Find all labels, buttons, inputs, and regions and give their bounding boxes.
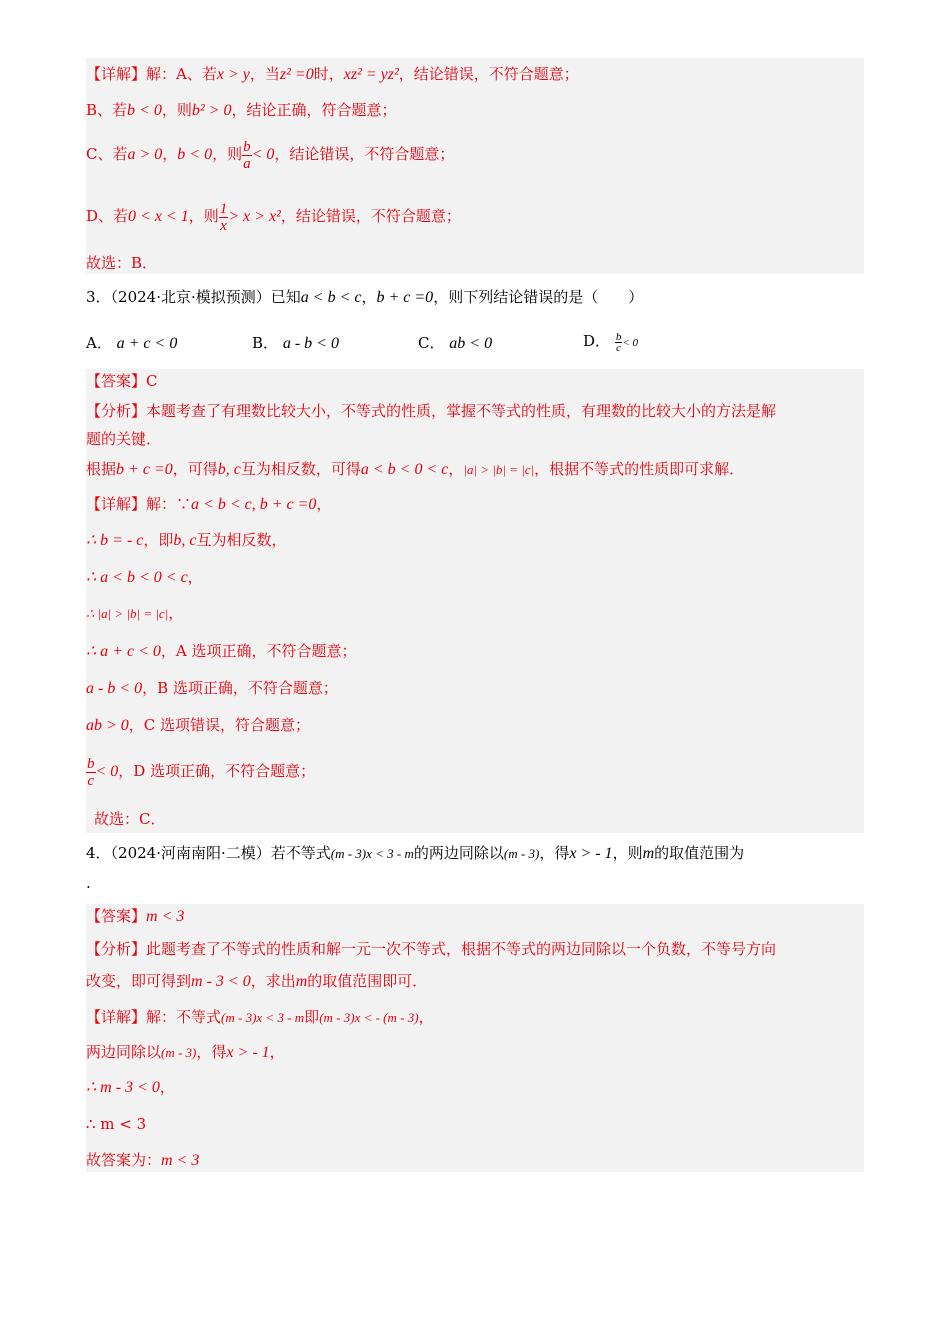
math: ∴ b = - c [86,532,144,549]
text: ，A 选项正确，不符合题意； [160,642,357,660]
option-label: D． [583,332,611,350]
math: ab < 0 [449,335,493,352]
fraction [86,756,96,789]
math: b + c =0 [376,289,434,306]
q3-analysis-line-2: 题的关键． [86,430,162,448]
text: ，结论错误，不符合题意； [280,207,461,225]
text: ，则 [612,844,643,862]
math: m [295,973,308,990]
q3-detail-line-1 [86,493,331,516]
text: 互为相反数，可得 [240,460,361,478]
math: b² > 0 [191,102,232,119]
text: ， [269,1043,285,1061]
q3-option-d [583,326,638,358]
q4-detail-line-3 [86,1076,175,1099]
fraction [219,201,229,234]
q4-detail-line-2 [86,1041,285,1064]
q3-detail-line-8 [86,751,315,792]
math: a < b < c [300,289,362,306]
text: 解：不等式 [146,1008,222,1026]
math: (m - 3) [161,1045,197,1060]
math: < 0 [622,337,638,349]
math: x > - 1 [569,845,613,862]
text: ，可得 [172,460,218,478]
math: < 0 [95,763,119,780]
text: 解：∵ [146,495,192,513]
text: B、若 [86,101,128,119]
q3-answer [86,370,158,392]
text: 解：A、若 [146,65,217,83]
q4-solution-block [86,904,864,1172]
text: ， [316,495,332,513]
q2-detail-block [86,58,864,274]
option-label: B． [252,334,279,352]
q2-detail-line-4 [86,196,461,237]
math: (m - 3)x < - (m - 3) [319,1010,419,1025]
text: 改变，即可得到 [86,972,192,990]
text: ，结论错误，不符合题意； [274,145,455,163]
math: m < 3 [161,1152,200,1169]
denominator: a [243,155,251,172]
analysis-tag: 【分析】 [86,940,147,958]
math: a < b < c, b + c =0 [191,496,317,513]
text: ， [159,1078,175,1096]
math: b, c [173,532,197,549]
q3-option-c [418,332,492,355]
text: D、若 [86,207,129,225]
fraction [242,139,252,172]
q4-final-answer [86,1149,199,1172]
math: a - b < 0 [86,680,143,697]
numerator: b [243,138,251,155]
denominator: x [220,217,227,234]
text: ，则 [161,101,192,119]
math: b + c =0 [116,461,173,478]
text: 4．（2024·河南南阳·二模）若不等式 [86,844,331,862]
math: < 0 [251,146,275,163]
text: ，根据不等式的性质即可求解． [534,460,745,478]
q3-analysis-line-3 [86,458,744,481]
math: ∴ m - 3 < 0 [86,1079,160,1096]
q3-option-a [86,332,177,355]
text: C、若 [86,145,128,163]
math: m - 3 < 0 [191,973,251,990]
text: ，求出 [250,972,296,990]
math: (m - 3)x < 3 - m [221,1010,305,1025]
math: b < 0 [127,102,162,119]
text: 即 [304,1008,320,1026]
answer-tag: 【答案】 [86,907,147,925]
q2-detail-line-2 [86,99,396,122]
numerator: b [87,755,95,772]
q3-detail-line-6 [86,677,338,700]
detail-tag: 【详解】 [86,65,147,83]
text: ， [361,288,377,306]
option-label: A． [86,334,112,352]
text: 时， [313,65,344,83]
q2-detail-line-3 [86,134,454,175]
math: ∴ a + c < 0 [86,643,161,660]
text: ，结论错误，不符合题意； [398,65,579,83]
text: 的两边同除以 [413,844,504,862]
text: 根据 [86,460,117,478]
math: m [642,845,655,862]
q2-choose: 故选：B． [86,254,158,272]
math: a + c < 0 [116,335,178,352]
math: x > y [216,66,250,83]
text: ，B 选项正确，不符合题意； [142,679,338,697]
math: xz² = yz² [343,66,399,83]
math: 0 < x < 1 [128,208,189,225]
math: b, c [217,461,241,478]
text: 故答案为： [86,1151,162,1169]
answer-tag: 【答案】 [86,372,147,390]
answer-value: C [146,372,158,390]
q3-option-b [252,332,339,355]
denominator: c [87,772,95,789]
text: 的取值范围即可． [307,972,428,990]
math: a - b < 0 [282,335,339,352]
math: (m - 3)x < 3 - m [330,846,414,861]
q3-analysis-line-1 [86,400,776,422]
numerator: 1 [219,200,228,217]
math: (m - 3) [503,846,540,861]
text: 的取值范围为 [654,844,745,862]
q3-solution-block [86,369,864,833]
q4-detail-line-4: ∴ m < 3 [86,1115,147,1133]
q3-detail-line-4 [86,602,183,625]
text: ，则 [212,145,243,163]
q4-stem [86,842,744,865]
q4-analysis-line-1 [86,938,776,960]
q3-stem [86,286,643,309]
q4-answer [86,905,184,928]
text: ，结论正确，符合题意； [231,101,397,119]
text: ，则下列结论错误的是（ ） [433,288,644,306]
text: ，当 [249,65,280,83]
math: x > - 1 [226,1044,270,1061]
math: z² =0 [279,66,314,83]
q3-detail-line-7 [86,714,310,737]
text: ，得 [539,844,570,862]
denominator: c [616,341,621,354]
q3-detail-line-5 [86,640,356,663]
q4-analysis-line-2 [86,970,427,993]
math: a < b < 0 < c [360,461,449,478]
text: ，C 选项错误，符合题意； [128,716,311,734]
text: ， [162,145,178,163]
text: 本题考查了有理数比较大小，不等式的性质，掌握不等式的性质，有理数的比较大小的方法是解 [146,402,777,420]
detail-tag: 【详解】 [86,1008,147,1026]
text: ， [187,568,203,586]
math: a > 0 [127,146,163,163]
q2-detail-line-1 [86,63,579,86]
detail-tag: 【详解】 [86,495,147,513]
text: ，得 [196,1043,227,1061]
text: 互为相反数， [196,531,287,549]
text: 两边同除以 [86,1043,162,1061]
math: ∴ |a| > |b| = |c| [86,606,169,621]
q4-detail-line-1 [86,1006,434,1029]
answer-value: m < 3 [146,908,185,925]
math: ∴ a < b < 0 < c [86,569,188,586]
option-label: C． [418,334,445,352]
q3-detail-line-2 [86,529,287,552]
text: ， [418,1008,434,1026]
math: > x > x² [228,208,281,225]
text: 3．（2024·北京·模拟预测）已知 [86,288,301,306]
q4-stem-end: . [86,874,91,892]
q3-choose: 故选：C． [94,810,166,828]
text: ，则 [188,207,219,225]
text: ， [448,460,464,478]
analysis-tag: 【分析】 [86,402,147,420]
text: ， [168,604,184,622]
text: ，即 [143,531,174,549]
numerator: b [615,330,622,343]
q3-detail-line-3 [86,566,203,589]
text: 此题考查了不等式的性质和解一元一次不等式，根据不等式的两边同除以一个负数，不等号方向 [146,940,777,958]
text: ，D 选项正确，不符合题意； [118,762,316,780]
math: b < 0 [177,146,213,163]
math: |a| > |b| = |c| [463,462,535,477]
math: ab > 0 [86,717,129,734]
